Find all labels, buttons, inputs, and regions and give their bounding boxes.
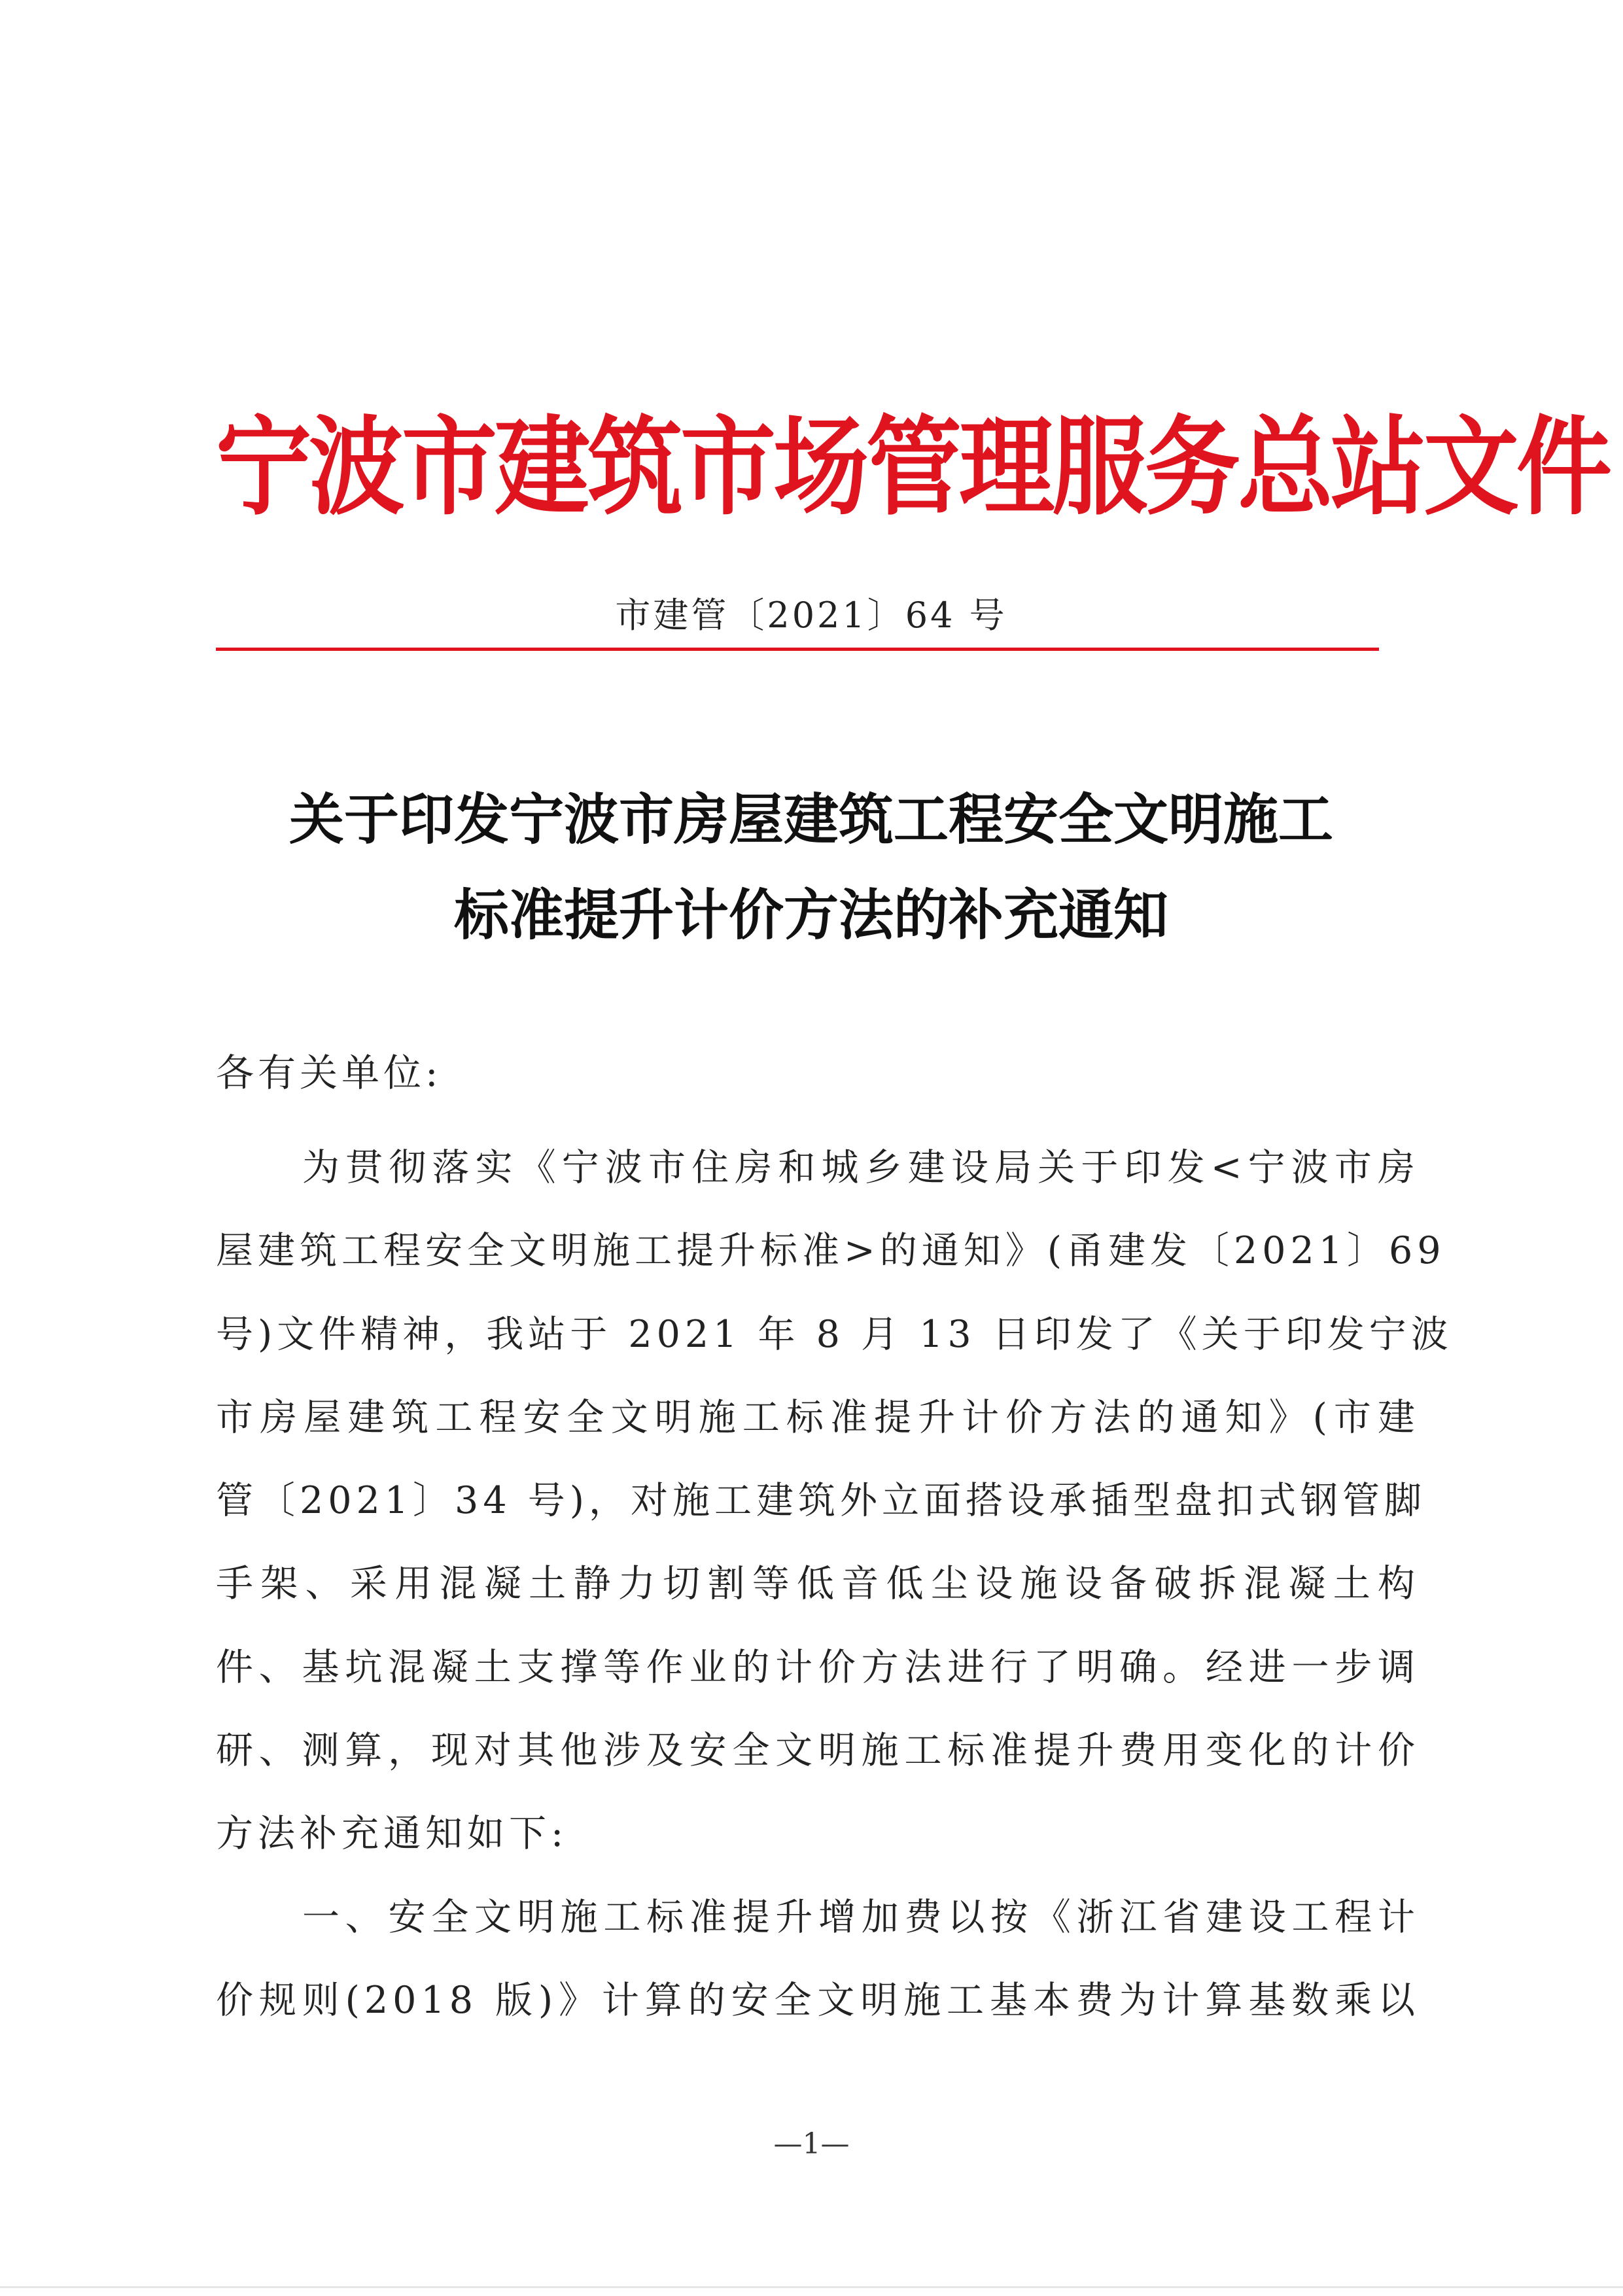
notice-title-line-2: 标准提升计价方法的补充通知 [453,882,1168,947]
masthead-title: 宁波市建筑市场管理服务总站文件 [216,405,1609,531]
body-line: 手架、采用混凝土静力切割等低音低尘设施设备破拆混凝土构 [216,1562,1420,1606]
red-separator-line [216,648,1379,651]
body-line: 为贯彻落实《宁波市住房和城乡建设局关于印发<宁波市房 [302,1146,1420,1189]
document-number: 市建管〔2021〕64 号 [615,595,1007,636]
body-line: 方法补充通知如下: [216,1812,568,1856]
notice-title [216,772,1406,963]
page-number: —1— [773,2127,850,2161]
body-line: 管〔2021〕34 号)，对施工建筑外立面搭设承插型盘扣式钢管脚 [216,1479,1426,1523]
body-line: 市房屋建筑工程安全文明施工标准提升计价方法的通知》(市建 [216,1395,1420,1439]
body-line: 屋建筑工程安全文明施工提升标准>的通知》(甬建发〔2021〕69 [216,1229,1446,1273]
body-line: 研、测算，现对其他涉及安全文明施工标准提升费用变化的计价 [216,1729,1420,1773]
body-line: 号)文件精神，我站于 2021 年 8 月 13 日印发了《关于印发宁波 [216,1312,1453,1356]
salutation: 各有关单位: [216,1051,442,1095]
scan-bottom-edge [0,2286,1623,2288]
body-line: 一、安全文明施工标准提升增加费以按《浙江省建设工程计 [302,1895,1420,1939]
body-text [216,1126,1453,2042]
body-line: 件、基坑混凝土支撑等作业的计价方法进行了明确。经进一步调 [216,1645,1420,1689]
notice-title-line-1: 关于印发宁波市房屋建筑工程安全文明施工 [288,787,1333,852]
body-line: 价规则(2018 版)》计算的安全文明施工基本费为计算基数乘以 [216,1978,1420,2022]
